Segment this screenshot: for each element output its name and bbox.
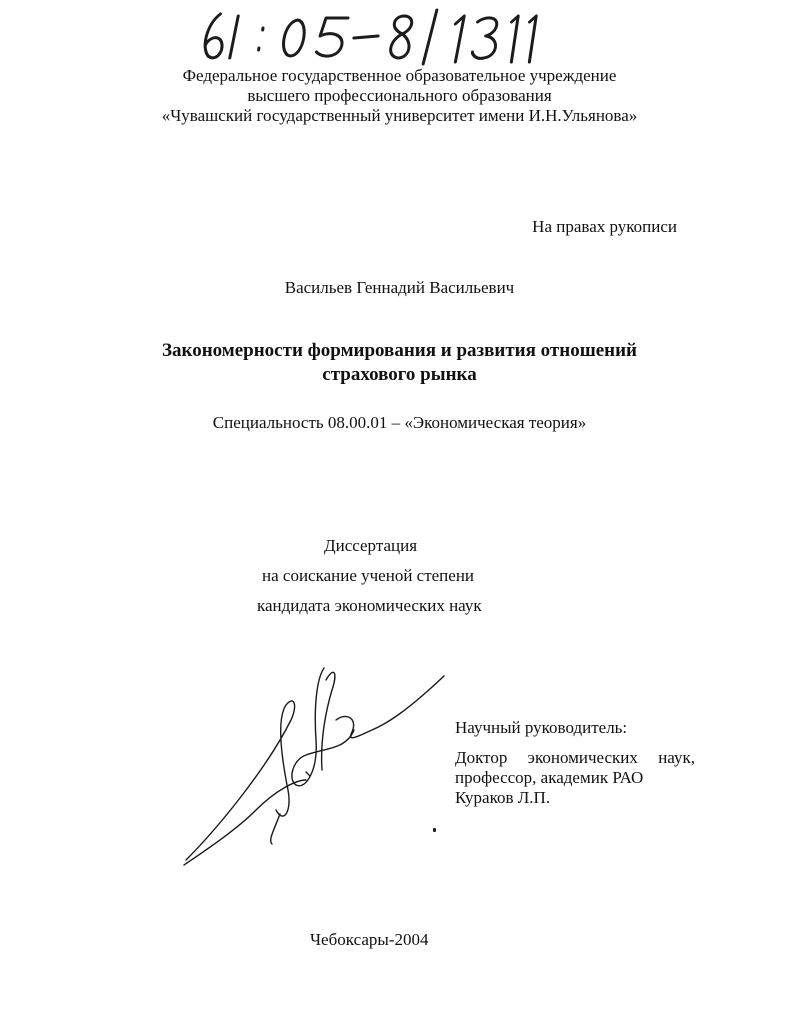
supervisor-line-2: профессор, академик РАО bbox=[455, 768, 644, 787]
signature-scribble bbox=[176, 660, 456, 870]
header-line-3: «Чувашский государственный университет имени И.Н.Ульянова» bbox=[161, 106, 638, 125]
header-line-1: Федеральное государственное образовательное учреждение bbox=[182, 66, 617, 85]
dissertation-line-2: на соискание ученой степени bbox=[262, 566, 475, 585]
dissertation-line-1: Диссертация bbox=[324, 536, 418, 555]
rights-note: На правах рукописи bbox=[532, 217, 677, 236]
title-line-2: страхового рынка bbox=[322, 364, 477, 385]
header-line-2: высшего профессионального образования bbox=[247, 86, 552, 105]
ink-dot bbox=[433, 828, 436, 832]
supervisor-line-3: Кураков Л.П. bbox=[455, 788, 551, 807]
archive-code-handwritten bbox=[193, 6, 560, 68]
author-name: Васильев Геннадий Васильевич bbox=[284, 278, 515, 297]
supervisor-line-1: Доктор экономических наук, bbox=[455, 748, 695, 767]
specialty: Специальность 08.00.01 – «Экономическая теория» bbox=[212, 413, 587, 432]
supervisor-heading: Научный руководитель: bbox=[455, 718, 628, 737]
dissertation-line-3: кандидата экономических наук bbox=[257, 596, 482, 615]
title-line-1: Закономерности формирования и развития отношений bbox=[161, 340, 638, 361]
city-year: Чебоксары-2004 bbox=[310, 930, 429, 949]
